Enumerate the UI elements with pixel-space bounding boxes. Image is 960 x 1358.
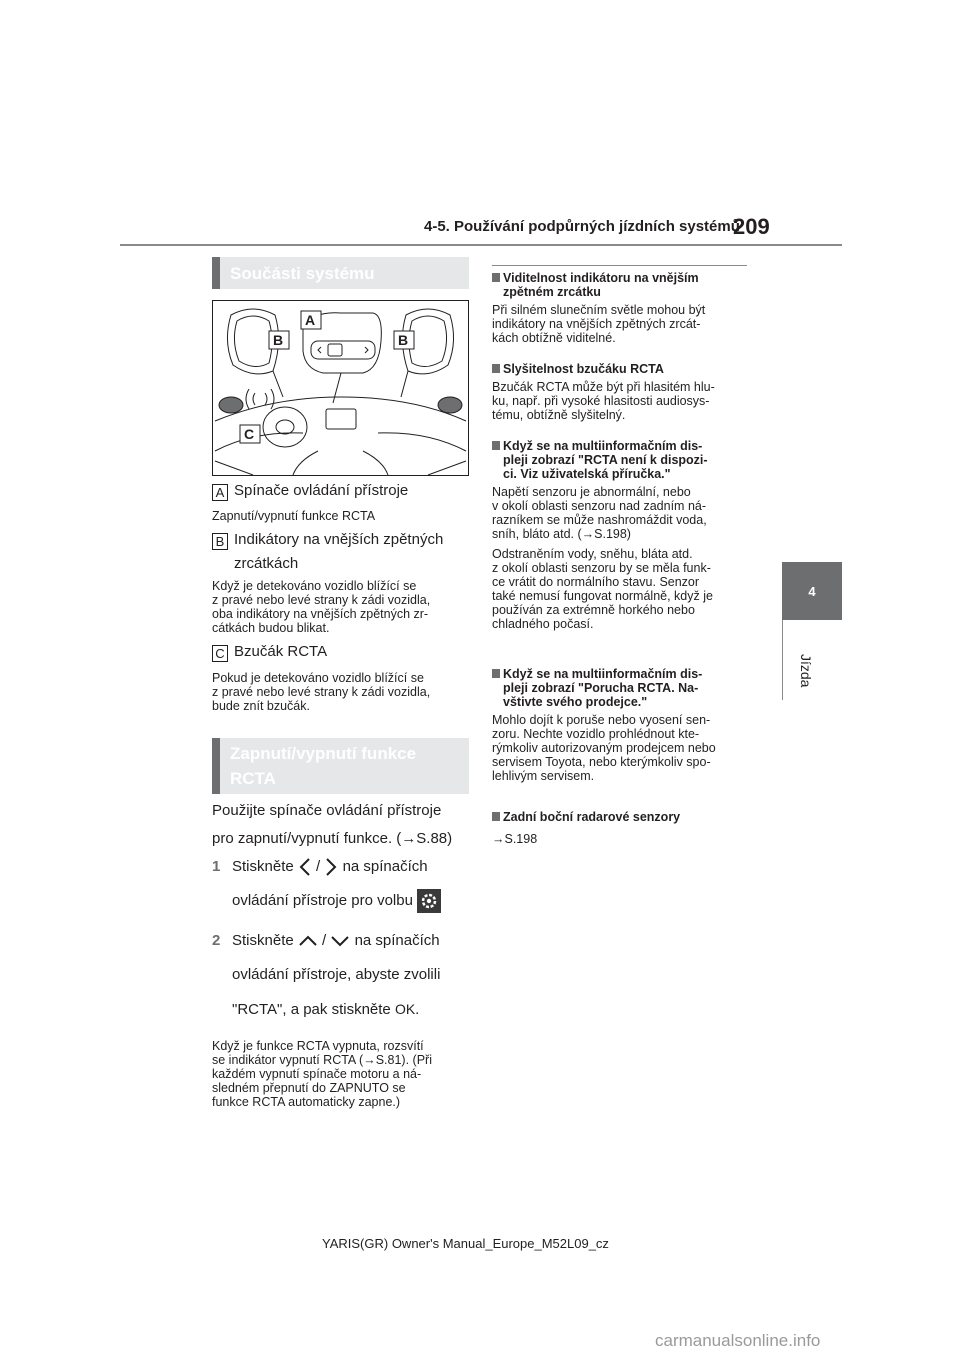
note-buzzer-audibility: Slyšitelnost bzučáku RCTA Bzučák RCTA může být při hlasitém hlu- ku, např. při vysoké hlasitosti audiosys- tému, obtížně slyšitelný. xyxy=(492,362,715,422)
ok-icon: OK xyxy=(394,1001,416,1017)
chapter-tab: 4 xyxy=(782,562,842,620)
key-a: A xyxy=(212,484,228,501)
section-heading-rcta-toggle: Zapnutí/vypnutí funkce RCTA xyxy=(212,738,469,794)
section2-intro: Použijte spínače ovládání přístroje pro zapnutí/vypnutí funkce. (→S.88) xyxy=(212,802,453,847)
item-a-desc: Zapnutí/vypnutí funkce RCTA xyxy=(212,509,376,523)
item-b-title: B Indikátory na vnějších zpětných zrcátkách xyxy=(212,528,443,576)
item-c-title: C Bzučák RCTA xyxy=(212,643,327,662)
note-rcta-malfunction: Když se na multiinformačním dis- pleji zobrazí "Porucha RCTA. Na- vštivte svého prodejce." Mohlo dojít k poruše nebo vyosení sen- zoru. Nechte vozidlo prohlédnout kte- rýmkoliv autorizovaným prodejcem nebo servisem Toyota, nebo kterýmkoliv spo- lehlivým servisem. xyxy=(492,667,716,783)
chevron-left-icon xyxy=(298,857,312,877)
section-heading-components: Součásti systému xyxy=(212,257,469,289)
chevron-down-icon xyxy=(330,934,350,948)
step-1: 1 Stiskněte / na spínačích ovládání přístroje pro volbu xyxy=(212,850,474,918)
chevron-up-icon xyxy=(298,934,318,948)
header-rule xyxy=(120,244,842,246)
cockpit-drawing xyxy=(213,301,468,475)
step-2: 2 Stiskněte / na spínačích ovládání přístroje, abyste zvolili "RCTA", a pak stiskněte OK. xyxy=(212,932,441,1018)
item-c-desc: Pokud je detekováno vozidlo blížící se z pravé nebo levé strany k zádi vozidla, bude znít bzučák. xyxy=(212,671,431,713)
callout-b-left: B xyxy=(273,332,284,348)
gear-icon xyxy=(417,889,441,913)
key-b: B xyxy=(212,533,228,550)
callout-b-right: B xyxy=(398,332,409,348)
key-c: C xyxy=(212,645,228,662)
footer-manual-id: YARIS(GR) Owner's Manual_Europe_M52L09_cz xyxy=(322,1236,609,1251)
item-a-title: A Spínače ovládání přístroje xyxy=(212,482,408,501)
section-header-title: 4-5. Používání podpůrných jízdních systémů xyxy=(424,218,740,235)
callout-c: C xyxy=(244,426,255,442)
section2-note: Když je funkce RCTA vypnuta, rozsvítí se indikátor vypnutí RCTA (→S.81). (Při každém vypnutí spínače motoru a ná- sledném přepnutí do ZAPNUTO se funkce RCTA automaticky zapne.) xyxy=(212,1039,432,1109)
chevron-right-icon xyxy=(324,857,338,877)
chapter-divider xyxy=(782,620,783,700)
watermark: carmanualsonline.info xyxy=(655,1331,821,1350)
dashboard-illustration xyxy=(212,300,469,476)
chapter-label: Jízda xyxy=(798,654,814,688)
right-column-rule xyxy=(492,265,747,266)
note-radar-sensors: Zadní boční radarové senzory →S.198 xyxy=(492,810,681,846)
callout-a: A xyxy=(305,312,316,328)
page-number: 209 xyxy=(733,214,770,239)
note-rcta-unavailable: Když se na multiinformačním dis- pleji zobrazí "RCTA není k dispozi- ci. Viz uživatelská příručka." Napětí senzoru je abnormální, nebo v okolí oblasti senzoru nad zadním ná- razníkem se může nashromáždit voda, sníh, bláto atd. (→S.198) Odstraněním vody, sněhu, bláta atd. z okolí oblasti senzoru by se měla funk- ce vrátit do normálního stavu. Senzor také nemusí fungovat normálně, když je používán za extrémně horkého nebo chladného počasí. xyxy=(492,439,713,631)
note-mirror-visibility: Viditelnost indikátoru na vnějším zpětném zrcátku Při silném slunečním světle mohou být indikátory na vnějších zpětných zrcát- kách obtížně viditelné. xyxy=(492,271,706,345)
item-b-desc: Když je detekováno vozidlo blížící se z pravé nebo levé strany k zádi vozidla, oba indikátory na vnějších zpětných zr- cátkách budou blikat. xyxy=(212,579,431,635)
